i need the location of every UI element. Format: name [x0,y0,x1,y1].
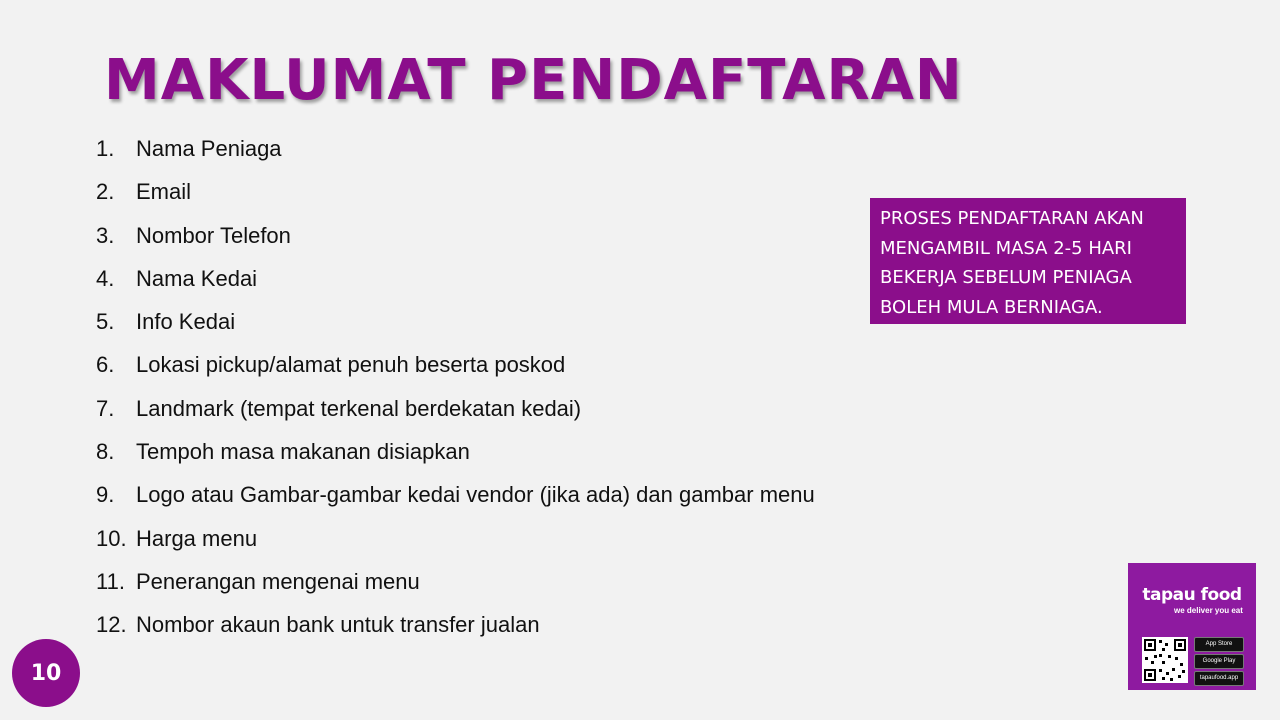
list-item-text: Tempoh masa makanan disiapkan [136,439,470,465]
list-item-number: 11. [96,568,125,594]
callout-line: MENGAMBIL MASA 2-5 HARI [880,237,1132,259]
list-item-text: Landmark (tempat terkenal berdekatan kedai) [136,395,582,421]
list-item-number: 2. [96,179,115,205]
list-item-text: Nombor akaun bank untuk transfer jualan [136,612,540,638]
registration-info-list [96,127,830,647]
list-item [96,560,830,603]
list-item-number: 6. [96,352,115,378]
list-item-number: 7. [96,395,115,421]
page-number: 10 [12,639,80,707]
list-item-number: 5. [96,309,115,335]
list-item-text: Nama Kedai [136,265,258,291]
list-item [96,257,830,300]
list-item-text: Info Kedai [136,309,236,335]
slide-title: MAKLUMAT PENDAFTARAN [104,48,963,113]
list-item [96,473,830,516]
list-item-number: 9. [96,482,115,508]
google-play-badge: Google Play [1194,654,1244,669]
list-item-text: Email [136,179,192,205]
callout-line: BOLEH MULA BERNIAGA. [880,296,1103,318]
list-item-text: Penerangan mengenai menu [136,568,420,594]
list-item [96,170,830,213]
list-item-number: 10. [96,525,127,551]
list-item-text: Logo atau Gambar-gambar kedai vendor (jika ada) dan gambar menu [136,482,815,508]
brand-name: tapau food [1142,585,1242,605]
list-item-number: 4. [96,265,115,291]
list-item [96,300,830,343]
list-item [96,343,830,386]
list-item-text: Harga menu [136,525,258,551]
list-item [96,214,830,257]
callout-line: PROSES PENDAFTARAN AKAN [880,208,1144,229]
qr-code-icon [1142,637,1188,683]
list-item-text: Lokasi pickup/alamat penuh beserta poskod [136,352,566,378]
list-item [96,387,830,430]
list-item-number: 3. [96,222,115,248]
list-item-text: Nombor Telefon [136,222,291,248]
list-item [96,603,830,646]
list-item [96,127,830,170]
brand-tagline: we deliver you eat [1174,606,1243,615]
list-item-number: 12. [96,612,127,638]
tapau-food-logo [1128,563,1256,690]
list-item-number: 1. [96,136,115,161]
website-badge: tapaufood.app [1194,671,1244,686]
list-item-number: 8. [96,439,115,465]
app-store-badge: App Store [1194,637,1244,652]
list-item-text: Nama Peniaga [136,136,282,161]
list-item [96,430,830,473]
callout-line: BEKERJA SEBELUM PENIAGA [880,267,1132,288]
registration-duration-callout [870,198,1186,324]
list-item [96,517,830,560]
